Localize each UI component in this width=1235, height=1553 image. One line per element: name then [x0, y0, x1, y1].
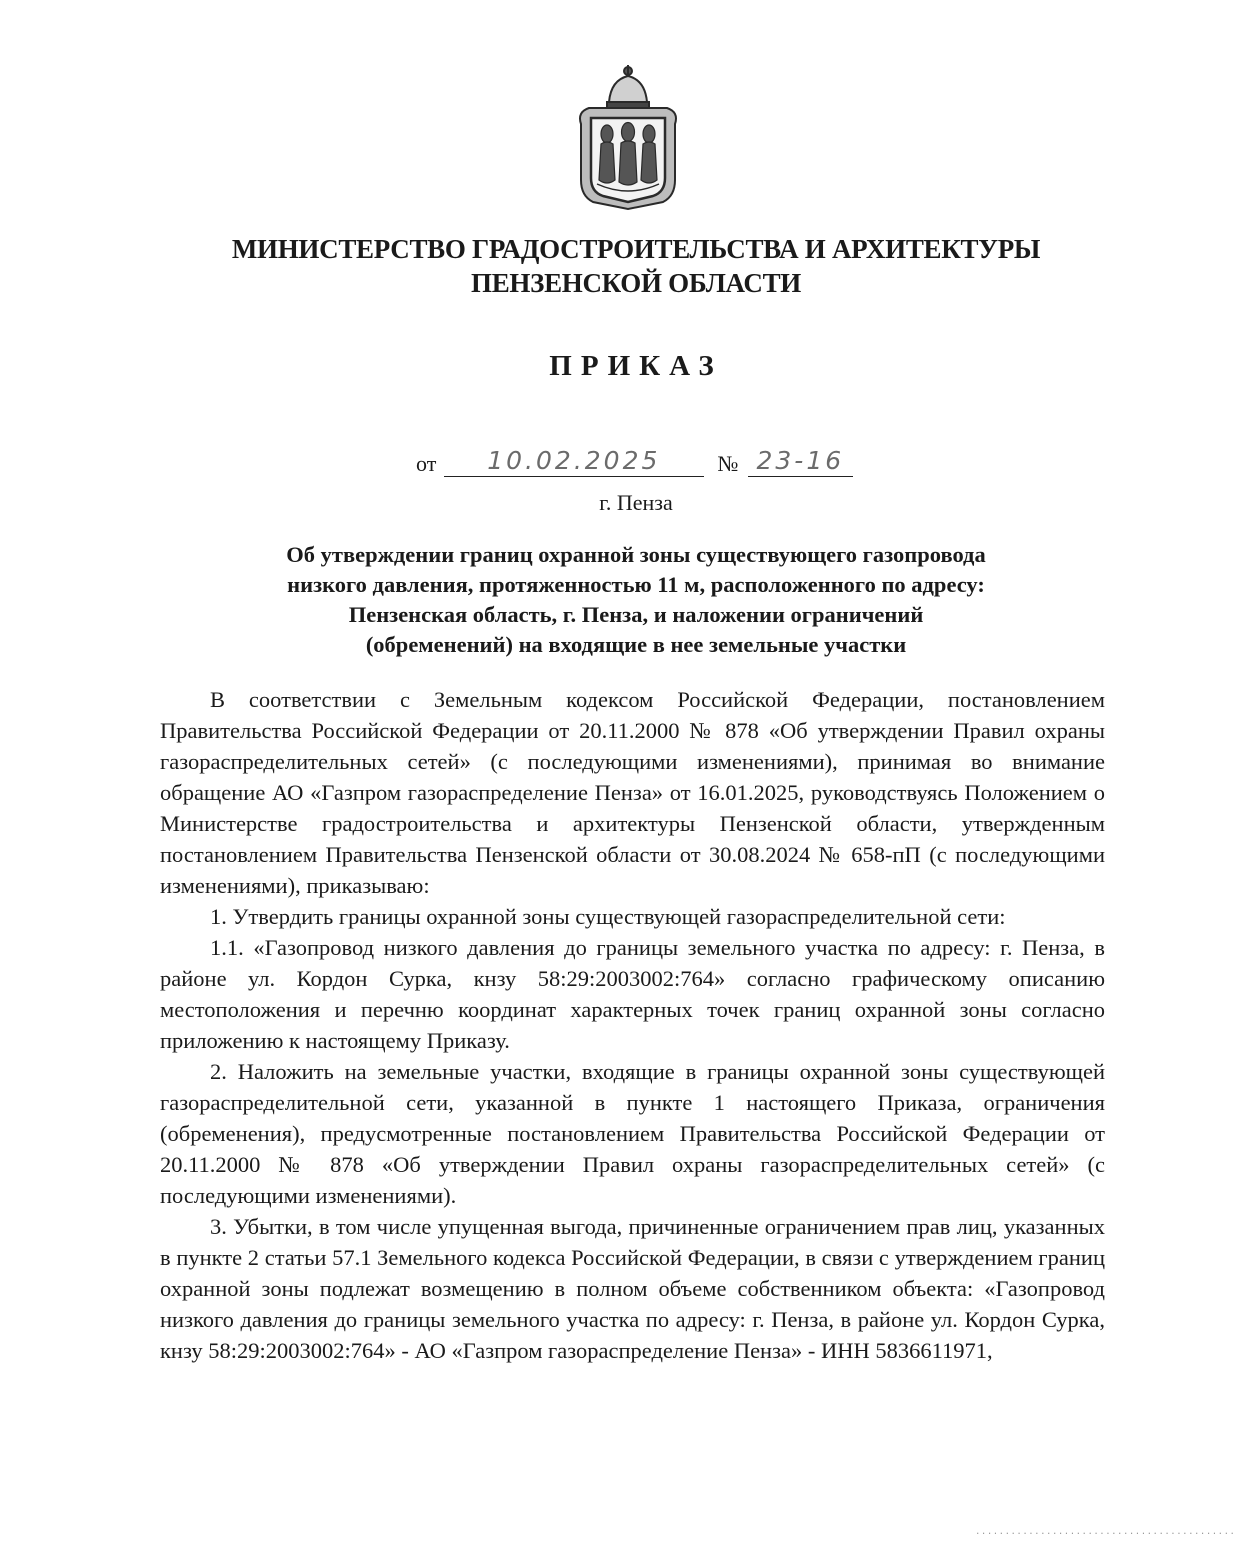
order-body	[160, 684, 1105, 1366]
subject-line3: Пензенская область, г. Пенза, и наложении ограничений	[348, 602, 924, 627]
clause-1: 1. Утвердить границы охранной зоны существующей газораспределительной сети:	[210, 904, 1006, 929]
preamble-paragraph: В соответствии с Земельным кодексом Российской Федерации, постановлением Правительства Российской Федерации от 20.11.2000 № 878 «Об утверждении Правил охраны газораспределительных сетей» (с последующими изменениями), принимая во внимание обращение АО «Газпром газораспределение Пенза» от 16.01.2025, руководствуясь Положением о Министерстве градостроительства и архитектуры Пензенской области, утвержденным постановлением Правительства Пензенской области от 30.08.2024 № 658-пП (с последующими изменениями), приказываю:	[160, 687, 1105, 898]
number-label: №	[717, 451, 739, 476]
ministry-name-line2: ПЕНЗЕНСКОЙ ОБЛАСТИ	[471, 268, 801, 298]
clause-1-1: 1.1. «Газопровод низкого давления до границы земельного участка по адресу: г. Пенза, в районе ул. Кордон Сурка, кнзу 58:29:2003002:764» согласно графическому описанию местоположения и перечню координат характерных точек границ охранной зоны согласно приложению к настоящему Приказу.	[160, 935, 1105, 1053]
handwritten-order-date: 10.02.2025	[444, 446, 704, 477]
footer-scan-marks: ............................................	[975, 1527, 1235, 1537]
order-subject	[180, 540, 1092, 660]
clause-3: 3. Убытки, в том числе упущенная выгода, причиненные ограничением прав лиц, указанных в пункте 2 статьи 57.1 Земельного кодекса Российской Федерации, в связи с утверждением границ охранной зоны подлежат возмещению в полном объеме собственником объекта: «Газопровод низкого давления до границы земельного участка по адресу: г. Пенза, в районе ул. Кордон Сурка, кнзу 58:29:2003002:764» - АО «Газпром газораспределение Пенза» - ИНН 5836611971,	[160, 1214, 1105, 1363]
order-date-number-line	[416, 446, 853, 482]
subject-line1: Об утверждении границ охранной зоны существующего газопровода	[286, 542, 986, 567]
subject-line4: (обременений) на входящие в нее земельные участки	[365, 632, 907, 657]
document-type-title: ПРИКАЗ	[549, 350, 723, 382]
handwritten-order-number: 23-16	[748, 446, 853, 477]
date-label: от	[416, 451, 437, 476]
order-city: г. Пенза	[599, 490, 673, 515]
ministry-name	[100, 232, 1172, 300]
clause-2: 2. Наложить на земельные участки, входящие в границы охранной зоны существующей газораспределительной сети, указанной в пункте 1 настоящего Приказа, ограничения (обременения), предусмотренные постановлением Правительства Российской Федерации от 20.11.2000 № 878 «Об утверждении Правил охраны газораспределительных сетей» (с последующими изменениями).	[160, 1059, 1105, 1208]
penza-region-coat-of-arms-icon	[567, 62, 689, 212]
ministry-name-line1: МИНИСТЕРСТВО ГРАДОСТРОИТЕЛЬСТВА И АРХИТЕКТУРЫ	[231, 234, 1041, 264]
subject-line2: низкого давления, протяженностью 11 м, расположенного по адресу:	[287, 572, 985, 597]
